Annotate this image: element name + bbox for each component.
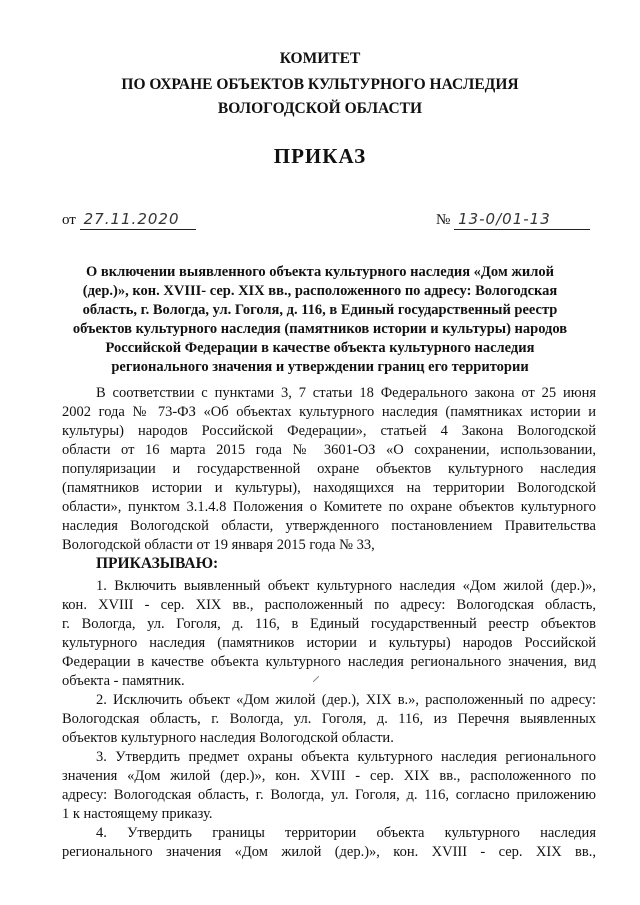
document-title: ПРИКАЗ bbox=[273, 144, 367, 168]
header-region: ВОЛОГОДСКОЙ ОБЛАСТИ bbox=[217, 100, 423, 117]
preamble-line: популяризации и государственной охране объектов культурного наследия bbox=[62, 461, 596, 477]
item-3-line: адресу: Вологодская область, г. Вологда, ул. Гоголя, д. 116, согласно приложению bbox=[62, 787, 596, 803]
number-field bbox=[436, 210, 590, 230]
item-1-line: культурного наследия (памятников истории и культуры) народов Российской bbox=[62, 635, 596, 651]
item-1-line: г. Вологда, ул. Гоголя, д. 116, в Единый государственный реестр объектов bbox=[62, 616, 596, 632]
number-label: № bbox=[436, 212, 451, 228]
preamble-line: 2002 года № 73-ФЗ «Об объектах культурного наследия (памятниках истории и bbox=[62, 404, 596, 420]
preamble-line: (памятников истории и культуры), находящихся на территории Вологодской bbox=[62, 480, 596, 496]
preamble-line: Вологодской области от 19 января 2015 года № 33, bbox=[62, 537, 375, 553]
subject-line: О включении выявленного объекта культурного наследия «Дом жилой bbox=[85, 264, 554, 280]
preamble-line: области от 16 марта 2015 года № 3601-ОЗ «О сохранении, использовании, bbox=[62, 442, 596, 458]
header-committee: КОМИТЕТ bbox=[279, 50, 361, 67]
item-1-line: 1. Включить выявленный объект культурного наследия «Дом жилой (дер.)», bbox=[96, 578, 596, 594]
date-value-handwritten: 27.11.2020 bbox=[80, 210, 196, 230]
item-1-line: объекта - памятник. bbox=[62, 673, 185, 689]
subject-line: регионального значения и утверждении границ его территории bbox=[111, 359, 529, 375]
date-field bbox=[62, 210, 196, 230]
preamble-line: В соответствии с пунктами 3, 7 статьи 18 Федерального закона от 25 июня bbox=[96, 385, 596, 401]
order-heading: ПРИКАЗЫВАЮ: bbox=[96, 555, 219, 572]
item-2-line: объектов культурного наследия Вологодской области. bbox=[62, 730, 394, 746]
item-4-line: 4. Утвердить границы территории объекта культурного наследия bbox=[96, 825, 596, 841]
subject-line: Российской Федерации в качестве объекта культурного наследия bbox=[105, 340, 535, 356]
number-value-handwritten: 13-0/01-13 bbox=[454, 210, 590, 230]
preamble-line: области», пунктом 3.1.4.8 Положения о Комитете по охране объектов культурного bbox=[62, 499, 596, 515]
item-2-line: 2. Исключить объект «Дом жилой (дер.), XIX в.», расположенный по адресу: bbox=[96, 692, 596, 708]
scan-artifact-icon bbox=[313, 676, 319, 682]
item-1-line: кон. XVIII - сер. XIX вв., расположенный по адресу: Вологодская область, bbox=[62, 597, 596, 613]
item-3-line: 1 к настоящему приказу. bbox=[62, 806, 213, 822]
item-1-line: Федерации в качестве объекта культурного наследия регионального значения, вид bbox=[62, 654, 596, 670]
header-protection: ПО ОХРАНЕ ОБЪЕКТОВ КУЛЬТУРНОГО НАСЛЕДИЯ bbox=[121, 76, 519, 93]
preamble-line: наследия Вологодской области, утвержденного постановлением Правительства bbox=[62, 518, 596, 534]
subject-line: объектов культурного наследия (памятников истории и культуры) народов bbox=[72, 321, 568, 337]
item-3-line: 3. Утвердить предмет охраны объекта культурного наследия регионального bbox=[96, 749, 596, 765]
subject-line: область, г. Вологда, ул. Гоголя, д. 116, в Единый государственный реестр bbox=[82, 302, 558, 318]
item-3-line: значения «Дом жилой (дер.)», кон. XVIII - сер. XIX вв., расположенного по bbox=[62, 768, 596, 784]
item-4-line: регионального значения «Дом жилой (дер.)», кон. XVIII - сер. XIX вв., bbox=[62, 844, 596, 860]
subject-line: (дер.)», кон. XVIII- сер. XIX вв., расположенного по адресу: Вологодская bbox=[82, 283, 558, 299]
item-2-line: Вологодская область, г. Вологда, ул. Гоголя, д. 116, из Перечня выявленных bbox=[62, 711, 596, 727]
preamble-line: культуры) народов Российской Федерации», статьей 4 Закона Вологодской bbox=[62, 423, 596, 439]
date-label: от bbox=[62, 212, 76, 228]
